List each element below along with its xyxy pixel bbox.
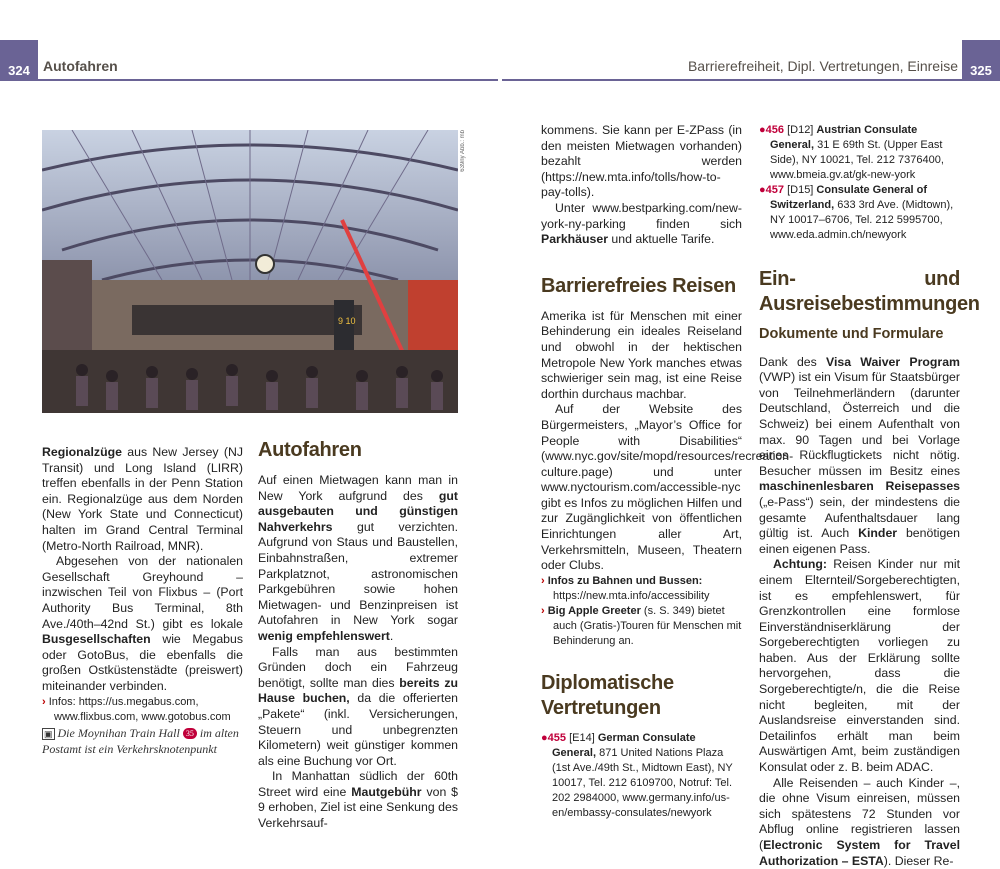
- camera-icon: ▣: [44, 729, 53, 739]
- map-ref: [D15]: [784, 184, 817, 196]
- platform-sign: 9 10: [338, 316, 356, 326]
- train-hall-photo: [42, 130, 458, 413]
- poi-german-consulate: [541, 731, 742, 821]
- paragraph: In Manhattan südlich der 60th Street wird eine: [258, 769, 458, 799]
- chevron-right-icon: ›: [541, 604, 545, 617]
- paragraph: gut verzichten. Aufgrund von Staus und Baustellen, Einbahnstraßen, extremer Parkplatznot, astronomischen Parkgebühren sowie hohen Mietwagen- und Benzinpreisen ist Autofahren in New York sogar: [258, 519, 458, 628]
- poi-swiss-consulate: [759, 183, 960, 243]
- paragraph: Alle Reisenden – auch Kinder –, die ohne Visum einreisen, müssen sich spätestens 72 Stunden vor Abflug online registrieren lassen (: [759, 775, 960, 852]
- left-header-rule: [0, 79, 498, 81]
- chevron-right-icon: ›: [42, 695, 46, 708]
- paragraph: da die offerierten „Pakete“ (inkl. Versicherungen, Steuern und unbegrenzten Kilometern) weit günstiger kommen als eine Buchung vor Ort.: [258, 691, 459, 768]
- bold-text: Big Apple Greeter: [547, 604, 641, 617]
- paragraph: Auf der Website des Bürgermeisters, „Mayor’s Office for People with Disabilities“ (www.nyc.gov/site/mopd/resources/recreation-culture.page) und unter www.nyctourism.com/accessible-nyc gibt es Infos zu möglichen Hilfen und zur Zugänglichkeit von öffentlichen Einrichtungen aller Art, Verkehrsmitteln, Museen, Theatern oder Clubs.: [541, 402, 794, 573]
- train-hall-illustration: [42, 130, 458, 413]
- info-text: Infos: https://us.megabus.com, www.flixbus.com, www.gotobus.com: [48, 695, 231, 723]
- poi-austrian-consulate: [759, 123, 960, 183]
- caption-text: im alten Postamt ist ein Verkehrsknotenpunkt: [42, 726, 239, 756]
- paragraph: („e-Pass“) sein, der mindestens die gesamte Aufenthaltsdauer lang gültig ist. Auch: [759, 494, 960, 541]
- photo-caption: [42, 726, 252, 757]
- paragraph: kommens. Sie kann per E-ZPass (in den meisten Mietwagen vorhanden) bezahlt werden (https://new.mta.info/tolls/how-to-pay-tolls).: [541, 123, 742, 200]
- poi-badge: 35: [183, 728, 197, 739]
- poi-name: Consulate General of Switzerland,: [770, 184, 928, 211]
- paragraph: (VWP) ist ein Visum für Staatsbürger von Teilnehmerländern (darunter Deutschland, Österreich und die Schweiz) bei einem Aufenthalt von max. 90 Tagen und bei Vorlage eines Rückflugtickets nicht nötig. Besucher müssen im Besitz eines: [759, 370, 960, 478]
- poi-number: 455: [547, 731, 567, 744]
- bold-text: Electronic System for Travel Authorization – ESTA: [759, 838, 960, 868]
- bold-text: Kinder: [858, 526, 898, 541]
- column-4: [759, 123, 980, 869]
- heading-barrierefreies-reisen: Barrierefreies Reisen: [541, 274, 736, 297]
- right-page-number: 325: [962, 40, 1000, 80]
- bold-text: wenig empfehlenswert: [258, 628, 390, 643]
- poi-name: German Consulate General,: [552, 731, 696, 759]
- regionalzuege-bold: Regionalzüge: [42, 445, 122, 459]
- paragraph: benötigen einen eigenen Pass.: [759, 526, 960, 556]
- bold-text: bereits zu Hause buchen,: [258, 675, 458, 706]
- left-page-number: 324: [0, 40, 38, 80]
- poi-details: 31 E 69th St. (Upper East Side), NY 10021, Tel. 212 7376400, www.bmeia.gv.at/gk-new-york: [770, 139, 944, 181]
- photo-credit: 639ny Abb.: mb: [460, 130, 466, 172]
- poi-marker-icon: ●: [759, 184, 766, 196]
- subheading-dokumente: Dokumente und Formulare: [759, 326, 944, 342]
- paragraph: .: [389, 628, 394, 643]
- poi-number: 456: [765, 124, 785, 136]
- info-text: https://new.mta.info/accessibility: [553, 589, 710, 602]
- paragraph: und aktuelle Tarife.: [608, 232, 715, 247]
- busgesellschaften-bold: Busgesellschaften: [42, 632, 151, 647]
- paragraph: Falls man aus bestimmten Gründen doch ein Fahrzeug benötigt, sollte man dies: [258, 644, 458, 690]
- paragraph: Unter www.bestparking.com/new-york-ny-parking finden sich: [541, 200, 742, 231]
- right-header-rule: [502, 79, 1000, 81]
- heading-autofahren: Autofahren: [258, 439, 362, 461]
- column-2: [258, 438, 458, 832]
- bold-text: Infos zu Bahnen und Bussen:: [547, 574, 703, 587]
- paragraph: Auf einen Mietwagen kann man in New York aufgrund des: [258, 473, 458, 503]
- caption-text: Die Moynihan Train Hall: [57, 726, 180, 740]
- paragraph: Reisen Kinder nur mit einem Elternteil/Sorgeberechtigten, ist es empfehlenswert, für Grenzkontrollen eine formlose Einverständniserklärung der Sorgeberechtigten vorliegen zu haben. Aus der Erklärung sollte hervorgehen, dass die Sorgeberechtigte/n, die die Reise nicht begleiten, mit der Auslandsreise einverstanden sind. Detailinfos erhält man beim Auswärtigen Amt, beim zuständigen Konsulat oder z. B. beim ADAC.: [759, 557, 960, 775]
- column-1: [42, 445, 243, 725]
- poi-details: 871 United Nations Plaza (1st Ave./49th St., Midtown East), NY 10017, Tel. 212 6109700, Notruf: Tel. 202 2984000, www.germany.info/us-en/embassy-consulates/newyork: [552, 746, 733, 819]
- paragraph: Amerika ist für Menschen mit einer Behinderung ein ideales Reiseland und obwohl in der hektischen Metropole New York manches etwas schwieriger sein mag, ist eine Reise dorthin durchaus machbar.: [541, 308, 742, 401]
- paragraph: Abgesehen von der nationalen Gesellschaft Greyhound – inzwischen Teil von Flixbus – (Port Authority Bus Terminal, 8th Ave./40th–42nd St.) gibt es lokale: [42, 554, 243, 631]
- chevron-right-icon: ›: [541, 574, 545, 587]
- paragraph: wie Megabus oder GotoBus, die ebenfalls die großen Ostküstenstädte (preiswert) miteinander verbinden.: [42, 632, 243, 693]
- info-big-apple-greeter: [541, 604, 742, 649]
- info-megabus: [42, 695, 243, 725]
- paragraph: Dank des: [759, 354, 826, 369]
- heading-diplomatische-vertretungen: Diplomatische Vertretungen: [541, 671, 674, 719]
- bold-text: Mautgebühr: [351, 784, 422, 799]
- paragraph: von $ 9 erhoben, Ziel ist eine Senkung des Verkehrsauf-: [258, 784, 459, 831]
- poi-number: 457: [765, 184, 785, 196]
- right-running-title: Barrierefreiheit, Dipl. Vertretungen, Einreise: [687, 58, 958, 74]
- bold-text: maschinenlesbaren Reisepasses: [759, 479, 960, 494]
- bold-text: Parkhäuser: [541, 232, 608, 247]
- poi-details: 633 3rd Ave. (Midtown), NY 10017–6706, Tel. 212 5995700, www.eda.admin.ch/newyork: [770, 199, 954, 241]
- poi-marker-icon: ●: [759, 124, 766, 136]
- paragraph: ). Dieser Re-: [883, 853, 954, 868]
- map-ref: [D12]: [784, 124, 817, 136]
- left-running-title: Autofahren: [43, 58, 118, 74]
- info-bahnen-bussen: [541, 574, 742, 604]
- bold-text: Visa Waiver Program: [826, 354, 960, 369]
- map-ref: [E14]: [566, 731, 598, 744]
- bold-text: gut ausgebauten und günstigen Nahverkehrs: [258, 488, 458, 534]
- poi-name: Austrian Consulate General,: [770, 124, 918, 151]
- paragraph: aus New Jersey (NJ Transit) und Long Island (LIRR) treffen ebenfalls in der Penn Station ein. Regionalzüge aus dem Norden (New York State und Connecticut) halten im Grand Central Terminal (Metro-North Railroad, MNR).: [42, 445, 243, 553]
- info-text: (s. S. 349) bietet auch (Gratis-)Touren für Menschen mit Behinderung an.: [553, 604, 742, 647]
- bold-text: Achtung:: [773, 557, 827, 572]
- heading-einreise: Ein- und Ausreisebestimmungen: [759, 268, 980, 315]
- poi-marker-icon: ●: [541, 731, 548, 744]
